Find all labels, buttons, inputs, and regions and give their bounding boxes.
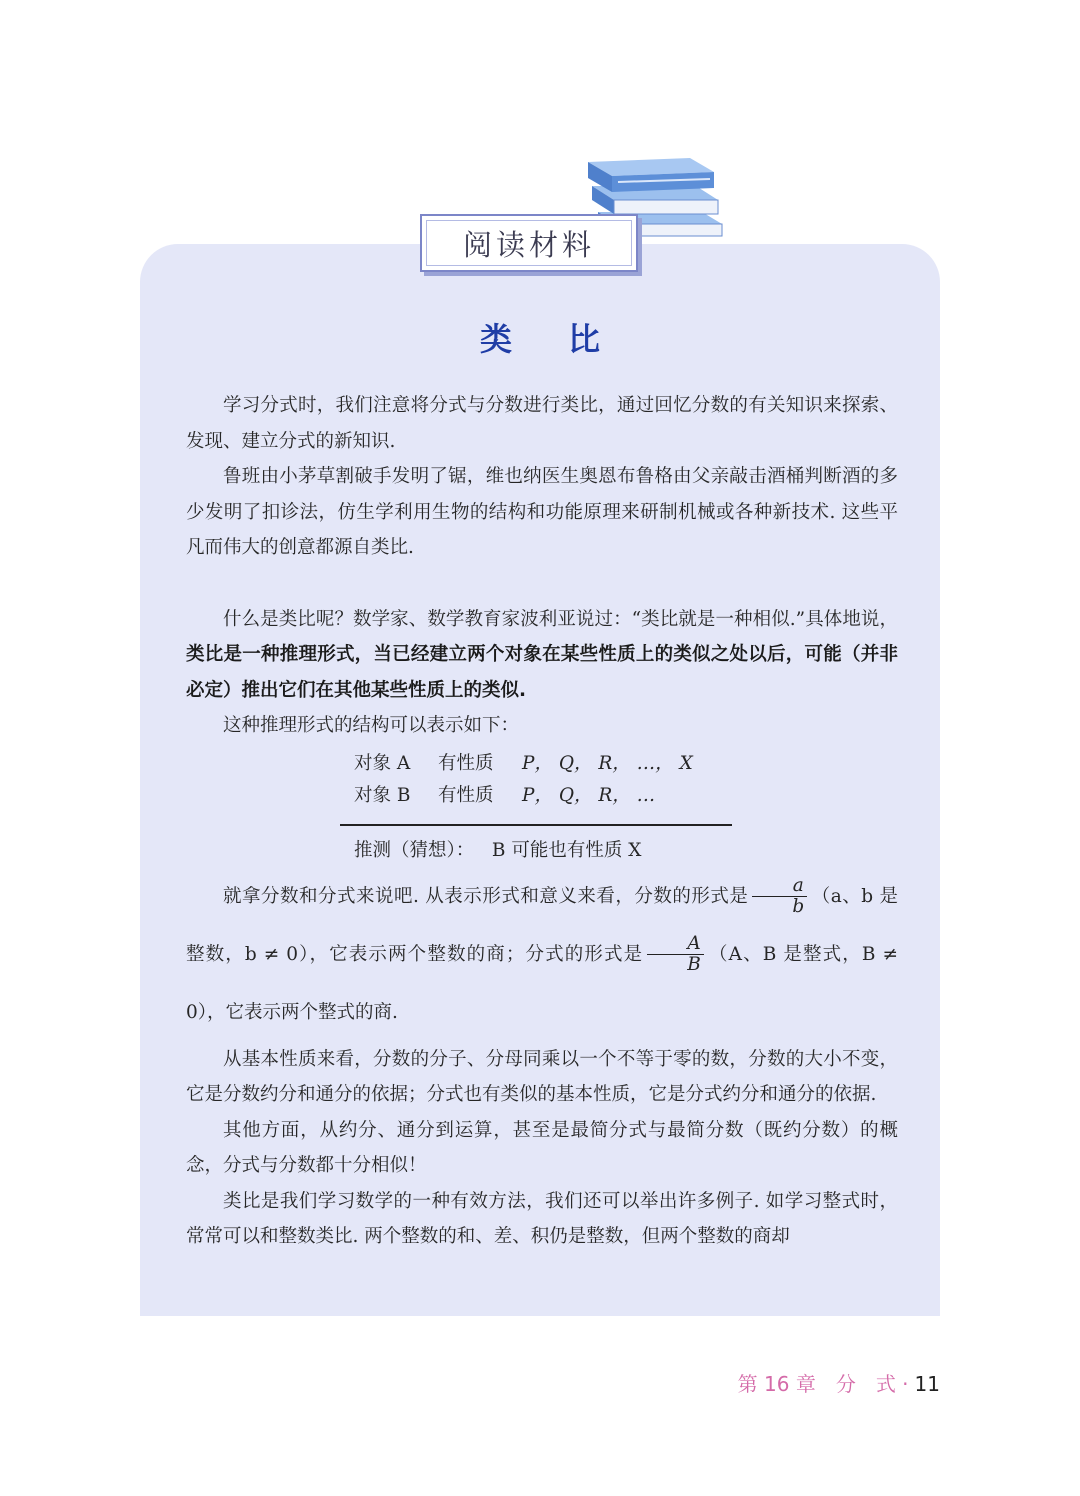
- schema-row-b: [354, 780, 734, 812]
- paragraph-4: 这种推理形式的结构可以表示如下：: [223, 715, 520, 736]
- fraction-a-over-b: [752, 876, 807, 917]
- page-footer: [738, 1368, 940, 1397]
- paragraph-7: 其他方面，从约分、通分到运算，甚至是最简分式与最简分数（既约分数）的概念，分式与分数都十分相似！: [186, 1119, 898, 1176]
- schema-props-b: P， Q， R， …: [522, 784, 656, 806]
- paragraph-3-definition: 类比是一种推理形式，当已经建立两个对象在某些性质上的类似之处以后，可能（并非必定）推出它们在其他某些性质上的类似.: [186, 644, 898, 701]
- fraction-1-numerator: a: [752, 876, 807, 897]
- paragraph-6: 从基本性质来看，分数的分子、分母同乘以一个不等于零的数，分数的大小不变，它是分数约分和通分的依据；分式也有类似的基本性质，它是分式约分和通分的依据.: [186, 1048, 898, 1105]
- schema-row-a: [354, 748, 734, 780]
- paragraph-5: [186, 868, 898, 1042]
- fraction-A-over-B: [647, 934, 704, 975]
- schema-object-a: 对象 A: [354, 752, 411, 774]
- paragraph-3-intro: 什么是类比呢？数学家、数学教育家波利亚说过：“类比就是一种相似.”具体地说，: [223, 608, 898, 630]
- schema-conclusion-label: 推测（猜想）：: [354, 839, 475, 861]
- article-body: [186, 388, 898, 1255]
- paragraph-1: 学习分式时，我们注意将分式与分数进行类比，通过回忆分数的有关知识来探索、发现、建立分式的新知识.: [186, 395, 898, 452]
- fraction-1-denominator: b: [792, 896, 805, 917]
- paragraph-5-part-2: （a、b 是整数，b ≠ 0），它表示两个整数的商；分式的形式是: [186, 885, 898, 965]
- schema-has-b: 有性质: [438, 784, 494, 806]
- paragraph-2: 鲁班由小茅草割破手发明了锯，维也纳医生奥恩布鲁格由父亲敲击酒桶判断酒的多少发明了扣诊法，仿生学利用生物的结构和功能原理来研制机械或各种新技术. 这些平凡而伟大的创意都源自类比.: [186, 466, 898, 558]
- paragraph-8: 类比是我们学习数学的一种有效方法，我们还可以举出许多例子. 如学习整式时，常常可以和整数类比. 两个整数的和、差、积仍是整数，但两个整数的商却: [186, 1190, 898, 1247]
- schema-conclusion: [354, 834, 734, 868]
- paragraph-5-part-1: 就拿分数和分式来说吧. 从表示形式和意义来看，分数的形式是: [223, 885, 749, 907]
- title-part-2: 比: [568, 320, 601, 358]
- title-part-1: 类: [479, 320, 512, 358]
- chapter-label: 第 16 章 分 式 ·: [737, 1372, 909, 1396]
- schema-conclusion-text: B 可能也有性质 X: [491, 839, 642, 861]
- fraction-2-numerator: A: [647, 934, 704, 955]
- page-title: [140, 314, 940, 360]
- reasoning-schema: [354, 748, 734, 868]
- schema-object-b: 对象 B: [354, 784, 411, 806]
- paragraph-5-part-3: （A、B 是整式，B ≠ 0），它表示两个整式的商.: [186, 943, 898, 1023]
- paragraph-3: [186, 602, 898, 709]
- page-number: 11: [914, 1372, 940, 1396]
- schema-has-a: 有性质: [438, 752, 494, 774]
- schema-props-a: P， Q， R， …， X: [522, 752, 693, 774]
- reading-material-header: [420, 214, 638, 272]
- schema-divider: [340, 824, 732, 826]
- reading-material-label: 阅读材料: [426, 220, 632, 266]
- fraction-2-denominator: B: [687, 954, 701, 975]
